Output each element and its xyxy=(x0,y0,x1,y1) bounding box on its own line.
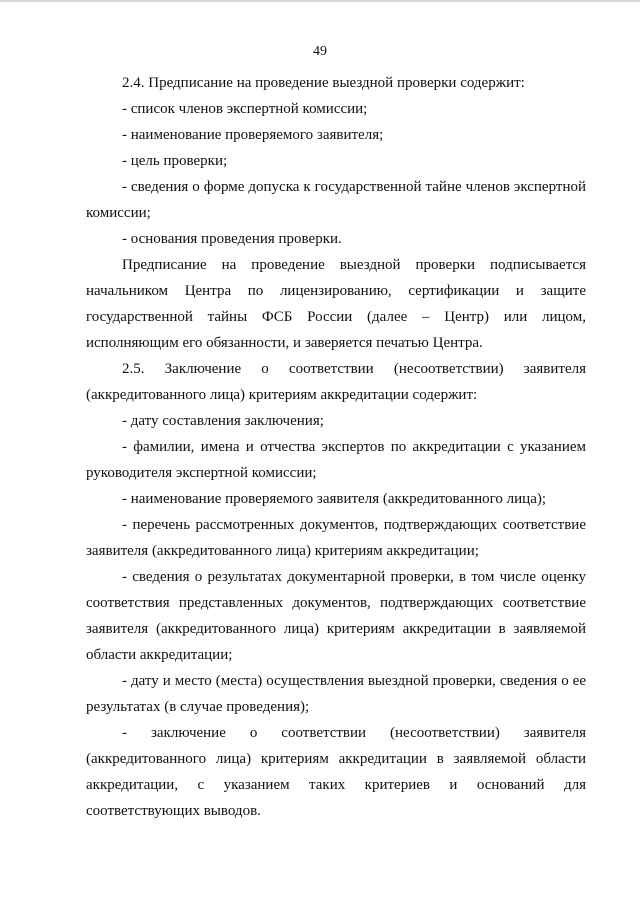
list-item: - дату и место (места) осуществления выездной проверки, сведения о ее результатах (в случае проведения); xyxy=(86,673,586,715)
section-2-4-heading: 2.4. Предписание на проведение выездной проверки содержит: xyxy=(122,75,525,91)
list-item: - основания проведения проверки. xyxy=(122,231,342,247)
list-item: - цель проверки; xyxy=(122,153,228,169)
list-item: - список членов экспертной комиссии; xyxy=(122,101,368,117)
list-item: - перечень рассмотренных документов, подтверждающих соответствие заявителя (аккредитованного лица) критериям аккредитации; xyxy=(86,517,586,559)
list-item: - сведения о форме допуска к государственной тайне членов экспертной комиссии; xyxy=(86,179,586,221)
page-number: 49 xyxy=(313,44,327,59)
section-2-5-heading: 2.5. Заключение о соответствии (несоответствии) заявителя (аккредитованного лица) критериям аккредитации содержит: xyxy=(86,361,586,403)
list-item: - сведения о результатах документарной проверки, в том числе оценку соответствия представленных документов, подтверждающих соответствие заявителя (аккредитованного лица) критериям аккредитации в заявляемой области аккредитации; xyxy=(86,569,586,663)
list-item: - заключение о соответствии (несоответствии) заявителя (аккредитованного лица) критериям аккредитации в заявляемой области аккредитации, с указанием таких критериев и оснований для соответствующих выводов. xyxy=(86,725,586,819)
list-item: - наименование проверяемого заявителя; xyxy=(122,127,384,143)
list-item: - наименование проверяемого заявителя (аккредитованного лица); xyxy=(122,491,547,507)
document-body xyxy=(86,70,586,824)
scan-edge xyxy=(0,0,640,2)
list-item: - фамилии, имена и отчества экспертов по аккредитации с указанием руководителя экспертной комиссии; xyxy=(86,439,586,481)
list-item: - дату составления заключения; xyxy=(122,413,324,429)
paragraph: Предписание на проведение выездной проверки подписывается начальником Центра по лицензированию, сертификации и защите государственной тайны ФСБ России (далее – Центр) или лицом, исполняющим его обязанности, и заверяется печатью Центра. xyxy=(86,257,586,351)
